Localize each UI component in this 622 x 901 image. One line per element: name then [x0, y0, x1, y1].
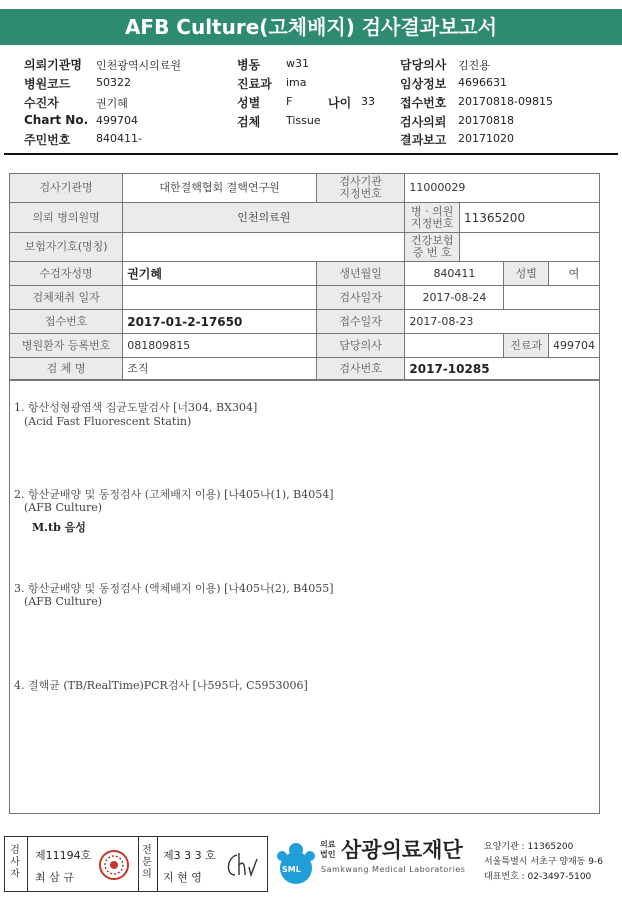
- test-2-subtitle: (AFB Culture): [24, 501, 103, 514]
- sml-logo-text: SML: [282, 865, 301, 874]
- department-label: 진료과: [237, 77, 272, 91]
- report-form-table: [9, 173, 600, 381]
- org-name-kr: 삼광의료재단: [341, 838, 463, 862]
- patient-name-value: 권기혜: [123, 262, 317, 286]
- resident-no-value: 840411-: [96, 132, 142, 145]
- receipt-no-value: 20170818-09815: [458, 95, 553, 108]
- doctor-label: 담당의사: [400, 58, 447, 72]
- patient-value: 권기혜: [96, 97, 128, 110]
- patient-sex-value: 여: [548, 262, 599, 286]
- test-1-title: 1. 항산성형광염색 집균도말검사 [너304, BX304]: [14, 401, 258, 414]
- inst-no-label: 검사기관 지정번호: [316, 174, 405, 203]
- collect-date-label: 검체채취 일자: [10, 286, 123, 310]
- org-phone: 대표번호 : 02-3497-5100: [484, 872, 592, 882]
- test-2-result: M.tb 음성: [32, 521, 86, 534]
- insured-value: [123, 233, 405, 262]
- sex-value: F: [286, 95, 293, 108]
- org-name-en: Samkwang Medical Laboratories: [321, 865, 466, 874]
- reg-no-label: 병원환자 등록번호: [10, 334, 123, 358]
- health-no-value: [460, 233, 600, 262]
- tests-panel: [9, 379, 600, 814]
- request-date-value: 20170818: [458, 114, 514, 127]
- hosp-no-value: 11365200: [460, 203, 600, 233]
- specimen-label: 검체: [237, 115, 261, 129]
- collect-date-value: [123, 286, 317, 310]
- inst-label: 검사기관명: [10, 174, 123, 203]
- doctor-value: 김진용: [458, 59, 490, 72]
- examiner-label: 검사자: [10, 845, 20, 880]
- institution-label: 의뢰기관명: [24, 58, 82, 72]
- specialist-signature-icon: [223, 849, 263, 881]
- dept-label: 진료과: [504, 334, 549, 358]
- sml-logo-icon: [272, 838, 320, 886]
- test-1-subtitle: (Acid Fast Fluorescent Statin): [24, 415, 192, 428]
- patient-label: 수진자: [24, 96, 59, 110]
- org-code: 요양기관 : 11365200: [484, 842, 574, 852]
- patient-sex-label: 성별: [504, 262, 549, 286]
- clinical-info-label: 임상정보: [400, 77, 447, 91]
- test-no-label: 검사번호: [316, 358, 405, 381]
- inst-no-value: 11000029: [405, 174, 600, 203]
- specimen-value: Tissue: [286, 114, 321, 127]
- test-3-subtitle: (AFB Culture): [24, 595, 103, 608]
- examiner-name: 최 삼 규: [35, 871, 74, 884]
- examiner-seal-icon: [97, 849, 131, 881]
- report-title: AFB Culture(고체배지) 검사결과보고서: [0, 9, 622, 45]
- receipt-no-value-cell: 2017-01-2-17650: [123, 310, 317, 334]
- ward-value: w31: [286, 57, 309, 70]
- age-label: 나이: [328, 96, 352, 110]
- test-date-value: 2017-08-24: [405, 286, 504, 310]
- test-no-value: 2017-10285: [405, 358, 600, 381]
- receipt-no-label-cell: 접수번호: [10, 310, 123, 334]
- dob-value: 840411: [405, 262, 504, 286]
- resident-no-label: 주민번호: [24, 133, 71, 147]
- specimen-name-label: 검 체 명: [10, 358, 123, 381]
- receipt-no-label: 접수번호: [400, 96, 447, 110]
- chart-no-value: 499704: [96, 114, 138, 127]
- hospital-code-value: 50322: [96, 76, 131, 89]
- req-hosp-label: 의뢰 병의원명: [10, 203, 123, 233]
- age-value: 33: [361, 95, 375, 108]
- test-date-blank: [504, 286, 600, 310]
- clinical-info-value: 4696631: [458, 76, 507, 89]
- hosp-no-label: 병 · 의원 지정번호: [405, 203, 460, 233]
- department-value: ima: [286, 76, 307, 89]
- specimen-name-value: 조직: [123, 358, 317, 381]
- attending-doctor-value: [405, 334, 504, 358]
- test-2-title: 2. 항산균배양 및 동정검사 (고체배지 이용) [나405나(1), B4054]: [14, 488, 334, 501]
- hospital-code-label: 병원코드: [24, 77, 71, 91]
- receipt-date-label: 접수일자: [316, 310, 405, 334]
- report-date-label: 결과보고: [400, 133, 447, 147]
- inst-value: 대한결핵협회 결핵연구원: [123, 174, 317, 203]
- insured-label: 보험자기호(명칭): [10, 233, 123, 262]
- org-address: 서울특별시 서초구 양재동 9-6: [484, 857, 603, 867]
- reg-no-value: 081809815: [123, 334, 317, 358]
- test-4-title: 4. 결핵균 (TB/RealTime)PCR검사 [나595다, C5953006]: [14, 679, 308, 692]
- request-date-label: 검사의뢰: [400, 115, 447, 129]
- header-divider: [4, 153, 618, 155]
- req-hosp-value: 인천의료원: [123, 203, 405, 233]
- signature-box: [4, 836, 268, 892]
- patient-name-label: 수검자성명: [10, 262, 123, 286]
- receipt-date-value: 2017-08-23: [405, 310, 600, 334]
- test-date-label: 검사일자: [316, 286, 405, 310]
- test-3-title: 3. 항산균배양 및 동정검사 (액체배지 이용) [나405나(2), B4055]: [14, 582, 334, 595]
- ward-label: 병동: [237, 58, 261, 72]
- chart-no-label: Chart No.: [24, 113, 89, 127]
- examiner-license: 제11194호: [35, 849, 92, 862]
- dept-value: 499704: [548, 334, 599, 358]
- specialist-label: 전문의: [142, 845, 152, 880]
- specialist-name: 지 현 영: [163, 871, 202, 884]
- specialist-license: 제3 3 3 호: [163, 849, 216, 862]
- dob-label: 생년월일: [316, 262, 405, 286]
- attending-doctor-label: 담당의사: [316, 334, 405, 358]
- sex-label: 성별: [237, 96, 261, 110]
- institution-value: 인천광역시의료원: [96, 59, 182, 72]
- health-no-label: 건강보험 증 번 호: [405, 233, 460, 262]
- report-date-value: 20171020: [458, 132, 514, 145]
- corp-label: 의료 법인: [320, 840, 336, 859]
